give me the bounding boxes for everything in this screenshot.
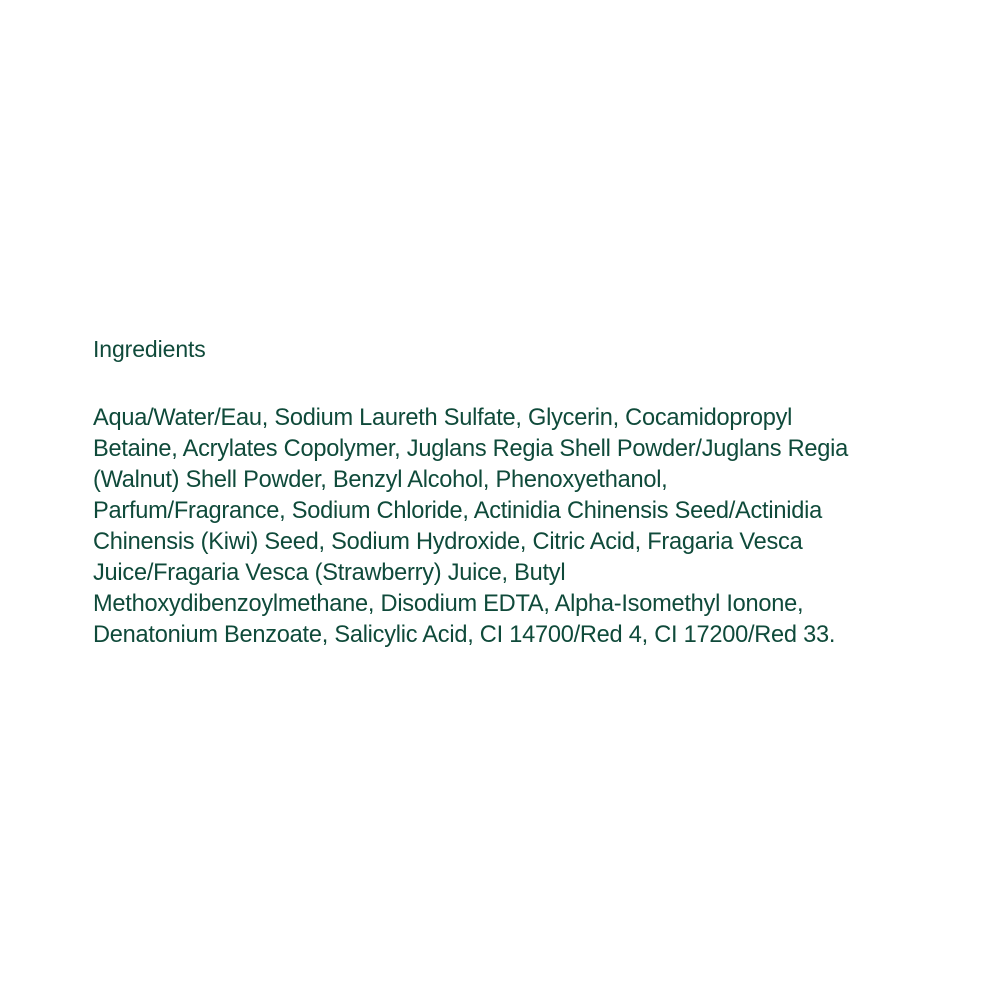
ingredients-list (93, 403, 913, 651)
ingredients-line: Juice/Fragaria Vesca (Strawberry) Juice, Butyl (93, 560, 566, 586)
ingredients-panel (93, 333, 913, 651)
ingredients-line: Aqua/Water/Eau, Sodium Laureth Sulfate, Glycerin, Cocamidopropyl (93, 405, 793, 431)
ingredients-line: Parfum/Fragrance, Sodium Chloride, Actinidia Chinensis Seed/Actinidia (93, 498, 822, 524)
ingredients-line: Denatonium Benzoate, Salicylic Acid, CI 14700/Red 4, CI 17200/Red 33. (93, 622, 836, 648)
ingredients-heading: Ingredients (93, 336, 206, 362)
ingredients-line: Chinensis (Kiwi) Seed, Sodium Hydroxide, Citric Acid, Fragaria Vesca (93, 529, 803, 555)
ingredients-line: Betaine, Acrylates Copolymer, Juglans Regia Shell Powder/Juglans Regia (93, 436, 848, 462)
ingredients-line: Methoxydibenzoylmethane, Disodium EDTA, Alpha-Isomethyl Ionone, (93, 591, 804, 617)
ingredients-line: (Walnut) Shell Powder, Benzyl Alcohol, Phenoxyethanol, (93, 467, 668, 493)
